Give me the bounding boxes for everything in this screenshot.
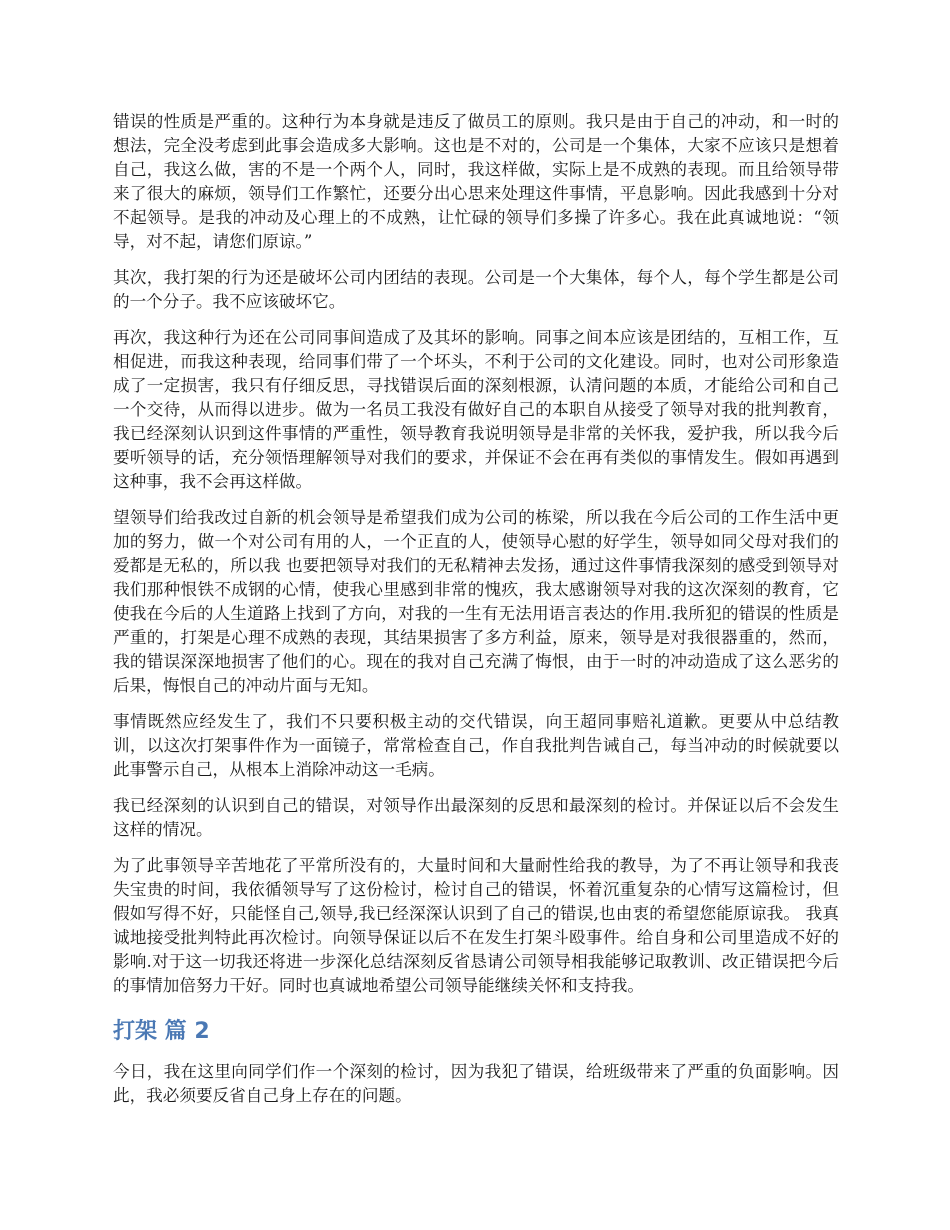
document-page xyxy=(113,110,839,1120)
paragraph-1: 错误的性质是严重的。这种行为本身就是违反了做员工的原则。我只是由于自己的冲动，和一时的想法，完全没考虑到此事会造成多大影响。这也是不对的，公司是一个集体，大家不应该只是想着自己，我这么做，害的不是一个两个人，同时，我这样做，实际上是不成熟的表现。而且给领导带来了很大的麻烦，领导们工作繁忙，还要分出心思来处理这件事情，平息影响。因此我感到十分对不起领导。是我的冲动及心理上的不成熟，让忙碌的领导们多操了许多心。我在此真诚地说：“领导，对不起，请您们原谅。” xyxy=(113,112,839,251)
paragraph-2: 其次，我打架的行为还是破坏公司内团结的表现。公司是一个大集体，每个人，每个学生都是公司的一个分子。我不应该破坏它。 xyxy=(113,268,839,311)
paragraph-4: 望领导们给我改过自新的机会领导是希望我们成为公司的栋梁，所以我在今后公司的工作生活中更加的努力，做一个对公司有用的人，一个正直的人，使领导心慰的好学生，领导如同父母对我们的爱都是无私的，所以我 也要把领导对我们的无私精神去发扬，通过这件事情我深刻的感受到领导对我们那种恨铁不成钢的心情，使我心里感到非常的愧疚，我太感谢领导对我的这次深刻的教育，它使我在今后的人生道路上找到了方向，对我的一生有无法用语言表达的作用.我所犯的错误的性质是严重的，打架是心理不成熟的表现，其结果损害了多方利益，原来，领导是对我很器重的，然而，我的错误深深地损害了他们的心。现在的我对自己充满了悔恨，由于一时的冲动造成了这么恶劣的后果，悔恨自己的冲动片面与无知。 xyxy=(113,508,839,695)
paragraph-7: 为了此事领导辛苦地花了平常所没有的，大量时间和大量耐性给我的教导，为了不再让领导和我丧失宝贵的时间，我依循领导写了这份检讨，检讨自己的错误，怀着沉重复杂的心情写这篇检讨，但假如写得不好，只能怪自己,领导,我已经深深认识到了自己的错误,也由衷的希望您能原谅我。 我真诚地接受批判特此再次检讨。向领导保证以后不在发生打架斗殴事件。给自身和公司里造成不好的影响.对于这一切我还将进一步深化总结深刻反省恳请公司领导相我能够记取教训、改正错误把今后的事情加倍努力干好。同时也真诚地希望公司领导能继续关怀和支持我。 xyxy=(113,856,839,995)
section-heading: 打架 篇 2 xyxy=(113,1019,210,1044)
paragraph-3: 再次，我这种行为还在公司同事间造成了及其坏的影响。同事之间本应该是团结的，互相工作，互相促进，而我这种表现，给同事们带了一个坏头，不利于公司的文化建设。同时，也对公司形象造成了一定损害，我只有仔细反思，寻找错误后面的深刻根源，认清问题的本质，才能给公司和自己一个交待，从而得以进步。做为一名员工我没有做好自己的本职自从接受了领导对我的批判教育，我已经深刻认识到这件事情的严重性，领导教育我说明领导是非常的关怀我，爱护我，所以我今后要听领导的话，充分领悟理解领导对我们的要求，并保证不会在再有类似的事情发生。假如再遇到这种事，我不会再这样做。 xyxy=(113,328,839,491)
paragraph-5: 事情既然应经发生了，我们不只要积极主动的交代错误，向王超同事赔礼道歉。更要从中总结教训，以这次打架事件作为一面镜子，常常检查自己，作自我批判告诫自己，每当冲动的时候就要以此事警示自己，从根本上消除冲动这一毛病。 xyxy=(113,712,839,779)
paragraph-6: 我已经深刻的认识到自己的错误，对领导作出最深刻的反思和最深刻的检讨。并保证以后不会发生这样的情况。 xyxy=(113,796,839,839)
paragraph-8: 今日，我在这里向同学们作一个深刻的检讨，因为我犯了错误，给班级带来了严重的负面影响。因此，我必须要反省自己身上存在的问题。 xyxy=(113,1062,839,1105)
